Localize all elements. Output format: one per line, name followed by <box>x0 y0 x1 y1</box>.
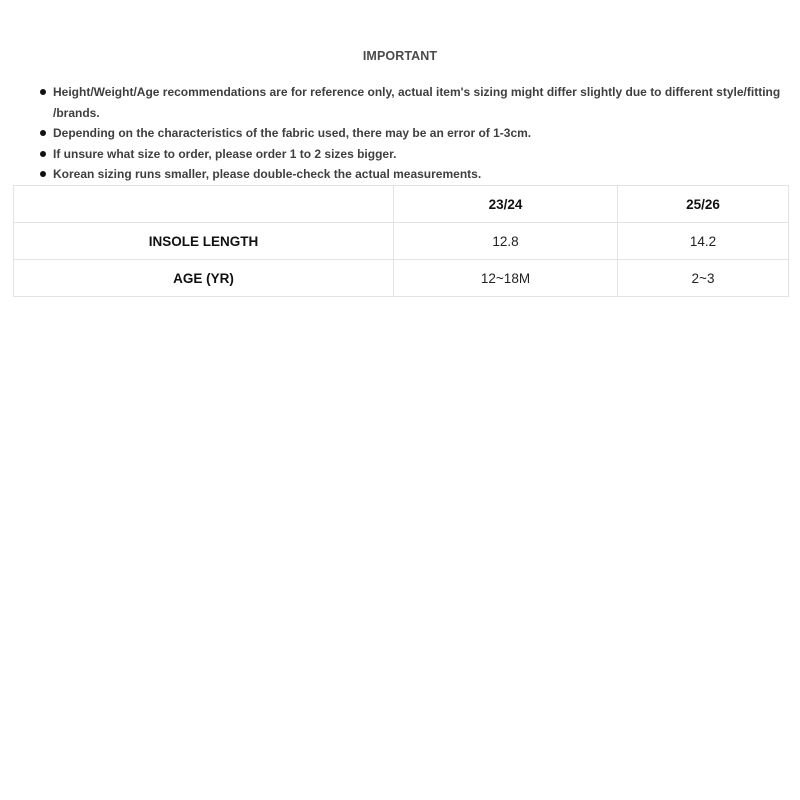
header-cell-size: 23/24 <box>394 186 618 223</box>
bullet-icon <box>40 130 46 136</box>
notice-list <box>38 82 790 185</box>
table-row <box>14 260 789 297</box>
notice-text: Height/Weight/Age recommendations are for reference only, actual item's sizing might differ slightly due to different style/fitting /brands. <box>53 85 781 120</box>
table-cell: 12~18M <box>394 260 618 297</box>
row-label: INSOLE LENGTH <box>14 223 394 260</box>
table-cell: 14.2 <box>618 223 789 260</box>
table-row <box>14 223 789 260</box>
notice-text: If unsure what size to order, please order 1 to 2 sizes bigger. <box>53 146 397 161</box>
header-cell-empty <box>14 186 394 223</box>
notice-item <box>38 82 790 123</box>
table-cell: 2~3 <box>618 260 789 297</box>
notice-text: Korean sizing runs smaller, please double-check the actual measurements. <box>53 167 482 181</box>
notice-text: Depending on the characteristics of the fabric used, there may be an error of 1-3cm. <box>53 126 532 140</box>
bullet-icon <box>40 171 46 177</box>
bullet-icon <box>40 89 46 95</box>
header-cell-size: 25/26 <box>618 186 789 223</box>
notice-item <box>38 123 790 144</box>
size-chart-table <box>13 185 789 297</box>
table-header-row <box>14 186 789 223</box>
row-label: AGE (YR) <box>14 260 394 297</box>
bullet-icon <box>40 151 46 157</box>
notice-item <box>38 144 790 165</box>
notice-item <box>38 164 790 185</box>
table-cell: 12.8 <box>394 223 618 260</box>
notice-title: IMPORTANT <box>362 49 438 63</box>
